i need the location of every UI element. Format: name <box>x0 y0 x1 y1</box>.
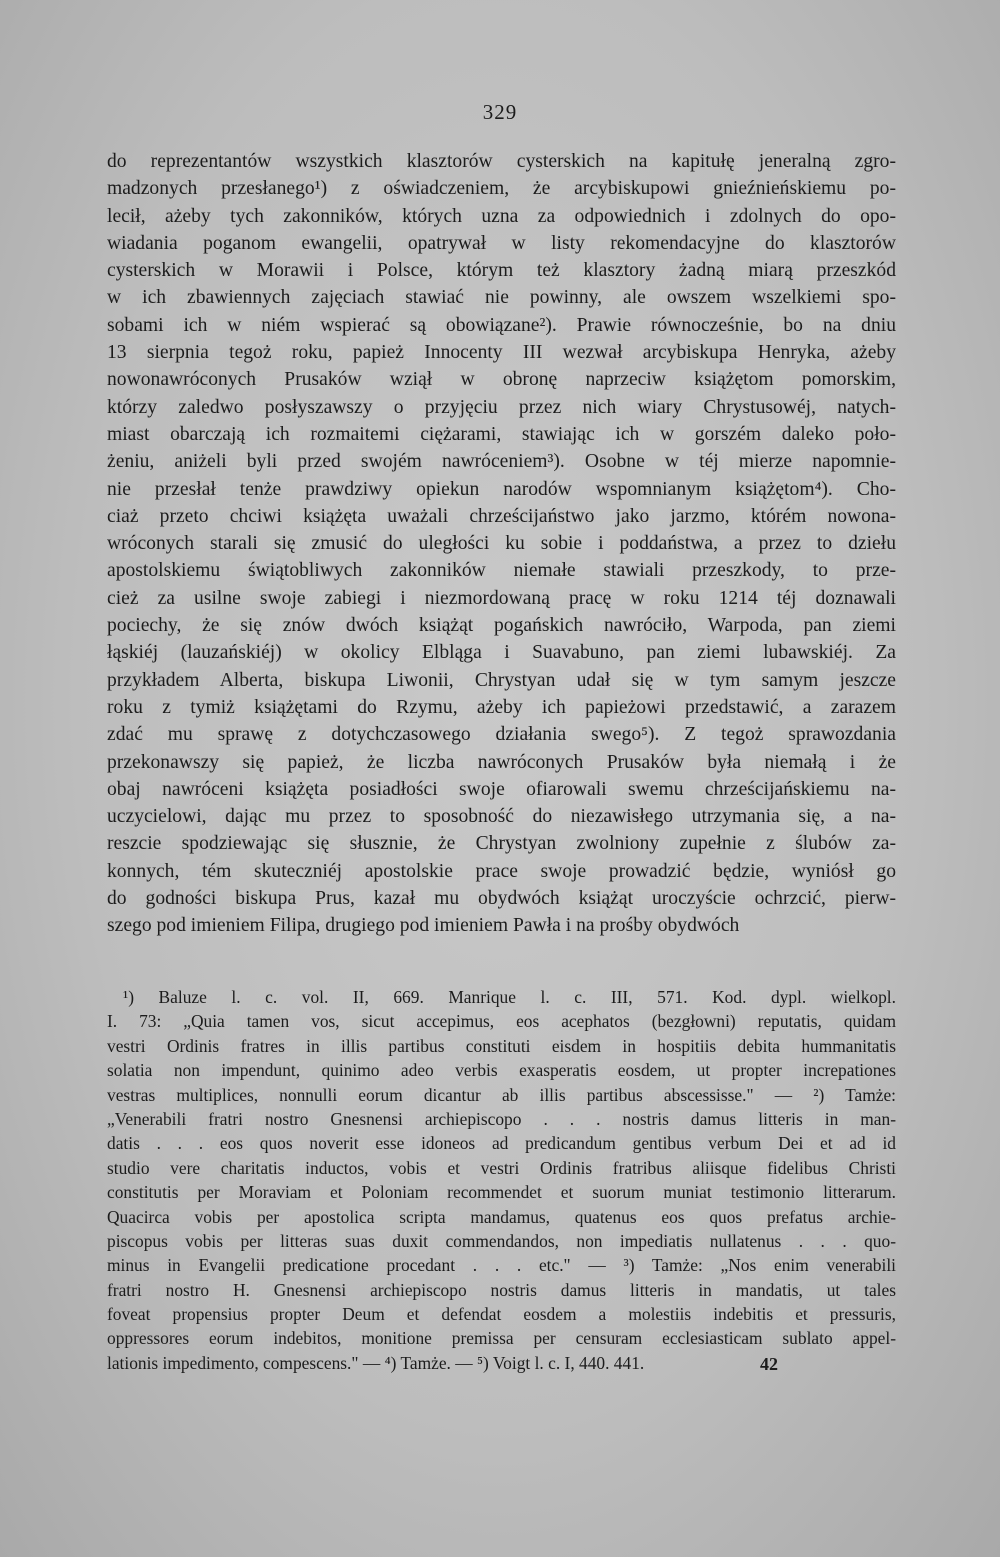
footnote-line: vestras multiplices, nonnulli eorum dicantur ab illis partibus abscessisse." — ²) Tamże: <box>107 1084 896 1105</box>
footnote-line: I. 73: „Quia tamen vos, sicut accepimus, eos acephatos (bezgłowni) reputatis, quidam <box>107 1011 896 1032</box>
main-text <box>107 148 896 940</box>
text-line: łąskiéj (lauzańskiéj) w okolicy Elbląga i Suavabuno, pan ziemi lubawskiéj. Za <box>107 642 896 664</box>
text-line: ciaż przeto chciwi książęta uważali chrześcijaństwo jako jarzmo, którém nowona- <box>107 505 896 527</box>
footnote-line: fratri nostro H. Gnesnensi archiepiscopo nostris damus litteris in mandatis, ut tales <box>107 1279 896 1300</box>
footnote-line: oppressores eorum indebitos, monitione premissa per censuram ecclesiasticam sublato appel- <box>107 1328 896 1349</box>
text-line: uczycielowi, dając mu przez to sposobność do niezawisłego utrzymania się, a na- <box>107 806 896 828</box>
footnote-line: solatia non impendunt, quinimo adeo verbis exasperatis eosdem, ut propter increpationes <box>107 1060 896 1081</box>
footnote-line: studio vere charitatis inductos, vobis et vestri Ordinis fratribus aliisque fidelibus Christi <box>107 1157 896 1178</box>
text-line: szego pod imieniem Filipa, drugiego pod imieniem Pawła i na prośby obydwóch <box>107 915 740 937</box>
text-line: w ich zbawiennych zajęciach stawiać nie powinny, ale owszem wszelkiemi spo- <box>107 287 896 309</box>
footnote-line: „Venerabili fratri nostro Gnesnensi archiepiscopo . . . nostris damus litteris in man- <box>107 1108 896 1129</box>
text-line: nie przesłał tenże prawdziwy opiekun narodów wspomnianym książętom⁴). Cho- <box>107 478 896 500</box>
page-number: 329 <box>482 100 518 124</box>
footnote-line: ¹) Baluze l. c. vol. II, 669. Manrique l. c. III, 571. Kod. dypl. wielkopl. <box>123 987 896 1007</box>
text-line: 13 sierpnia tegoż roku, papież Innocenty III wezwał arcybiskupa Henryka, ażeby <box>107 342 896 364</box>
text-line: miast obarczają ich rozmaitemi ciężarami, stawiając ich w gorszém daleko poło- <box>107 423 896 445</box>
text-line: zdać mu sprawę z dotychczasowego działania swego⁵). Z tegoż sprawozdania <box>107 724 896 746</box>
footnote-line: vestri Ordinis fratres in illis partibus constituti eisdem in hospitiis debita hummanitatis <box>107 1035 896 1056</box>
text-line: przekonawszy się papież, że liczba nawróconych Prusaków była niemałą i że <box>107 751 896 773</box>
footnote-line: foveat propensius propter Deum et defendat eosdem a molestiis indebitis et pressuris, <box>107 1304 896 1325</box>
text-line: którzy zaledwo posłyszawszy o przyjęciu przez nich wiary Chrystusowéj, natych- <box>107 396 896 418</box>
text-line: żeniu, aniżeli byli przed swojém nawróceniem³). Osobne w téj mierze napomnie- <box>107 451 896 473</box>
text-line: apostolskiemu świątobliwych zakonników niemałe stawiali przeszkody, to prze- <box>107 560 896 582</box>
text-line: przykładem Alberta, biskupa Liwonii, Chrystyan udał się w tym samym jeszcze <box>107 669 896 691</box>
footnotes <box>107 985 896 1375</box>
text-line: do godności biskupa Prus, kazał mu obydwóch książąt uroczyście ochrzcić, pierw- <box>107 888 896 910</box>
text-line: nowonawróconych Prusaków wziął w obronę naprzeciw książętom pomorskim, <box>107 369 896 391</box>
text-line: cież za usilne swoje zabiegi i niezmordowaną pracę w roku 1214 téj doznawali <box>107 587 896 609</box>
footnote-line: constitutis per Moraviam et Poloniam recommendet et suorum muniat testimonio litterarum. <box>107 1182 896 1203</box>
text-line: lecił, ażeby tych zakonników, których uzna za odpowiednich i zdolnych do opo- <box>107 205 896 227</box>
text-line: wiadania poganom ewangelii, opatrywał w listy rekomendacyjne do klasztorów <box>107 232 896 254</box>
footnote-line: datis . . . eos quos noverit esse idoneos ad predicandum gentibus verbum Dei et ad id <box>107 1133 896 1154</box>
text-line: reszcie spodziewając się słusznie, że Chrystyan zwolniony zupełnie z ślubów za- <box>107 833 896 855</box>
text-line: cysterskich w Morawii i Polsce, którym też klasztory żadną miarą przeszkód <box>107 260 896 282</box>
footnote-line: lationis impedimento, compescens." — ⁴) Tamże. — ⁵) Voigt l. c. I, 440. 441. <box>107 1352 645 1373</box>
text-line: wróconych starali się zmusić do uległości ku sobie i poddaństwa, a przez to dziełu <box>107 533 896 555</box>
text-line: sobami ich w niém wspierać są obowiązane²). Prawie równocześnie, bo na dniu <box>107 314 896 336</box>
signature-mark: 42 <box>760 1354 778 1374</box>
text-line: roku z tymiż książętami do Rzymu, ażeby ich papieżowi przedstawić, a zarazem <box>107 696 896 718</box>
footnote-line: Quacirca vobis per apostolica scripta mandamus, quatenus eos quos prefatus archie- <box>107 1206 896 1227</box>
text-line: madzonych przesłanego¹) z oświadczeniem, że arcybiskupowi gnieźnieńskiemu po- <box>107 178 896 200</box>
text-line: pociechy, że się znów dwóch książąt pogańskich nawróciło, Warpoda, pan ziemi <box>107 615 896 637</box>
text-line: konnych, tém skuteczniéj apostolskie prace swoje prowadzić będzie, wyniósł go <box>107 860 896 882</box>
footnote-line: piscopus vobis per litteras suas duxit commendandos, non impediatis nullatenus . . . quo- <box>107 1230 896 1251</box>
footnote-line: minus in Evangelii predicatione procedant . . . etc." — ³) Tamże: „Nos enim venerabili <box>107 1255 896 1276</box>
text-line: do reprezentantów wszystkich klasztorów cysterskich na kapitułę jeneralną zgro- <box>107 151 896 172</box>
text-line: obaj nawróceni książęta posiadłości swoje ofiarowali swemu chrześcijańskiemu na- <box>107 778 896 800</box>
